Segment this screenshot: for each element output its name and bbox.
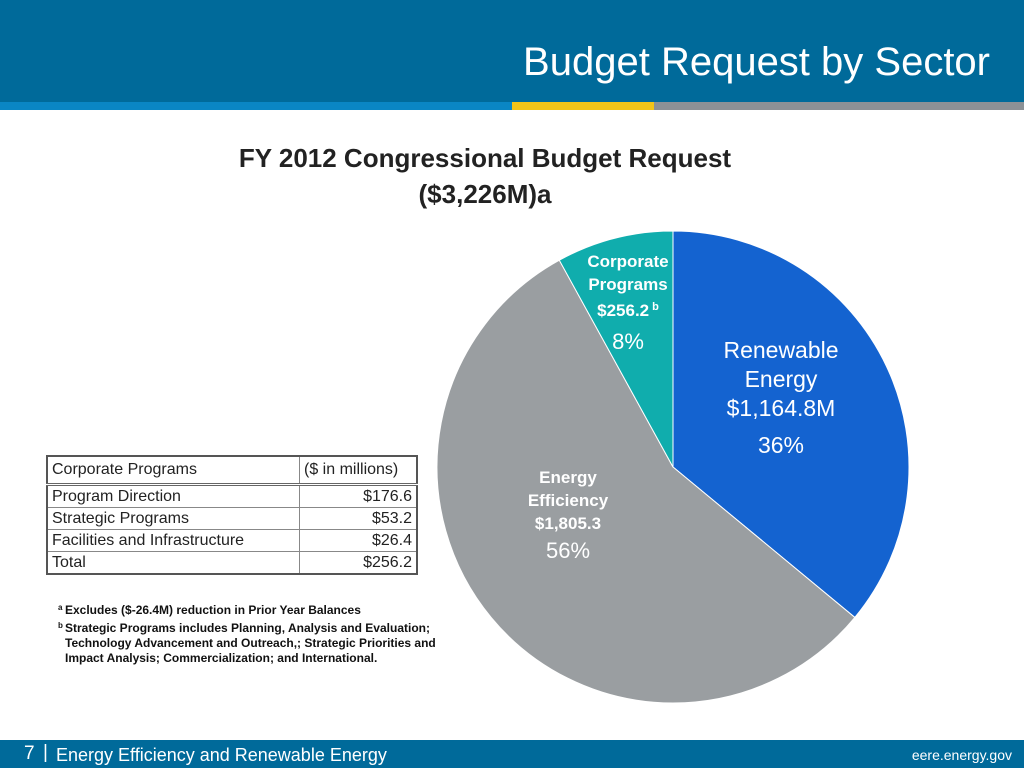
table-cell: Facilities and Infrastructure	[47, 530, 300, 552]
table-cell: $256.2	[300, 552, 418, 575]
slice-percent: 8%	[612, 329, 644, 354]
slice-value: $1,164.8M	[726, 395, 836, 421]
slice-value: $1,805.3	[534, 514, 602, 533]
corporate-programs-table	[46, 455, 418, 575]
table-row	[47, 485, 417, 508]
footer-url: eere.energy.gov	[911, 747, 1012, 763]
chart-subtitle: ($3,226M)a	[418, 179, 552, 209]
table-row	[47, 508, 417, 530]
slice-name-line1: Corporate	[587, 252, 669, 271]
slice-percent: 56%	[545, 538, 591, 563]
footnote-mark: a	[58, 603, 63, 612]
slice-name-line1: Renewable	[723, 337, 839, 363]
footnote-a	[58, 603, 438, 618]
slice-name-line1: Energy	[539, 468, 597, 487]
slice-label-energy-efficiency	[488, 466, 648, 565]
footnote-text: Strategic Programs includes Planning, Analysis and Evaluation; Technology Advancement and Outreach,; Strategic Priorities and Impact Analysis; Commercialization; and International.	[65, 621, 436, 665]
footer-org-name: Energy Efficiency and Renewable Energy	[56, 745, 387, 765]
table-cell: Total	[47, 552, 300, 575]
table-header-cell: Corporate Programs	[47, 456, 300, 485]
table-cell: $176.6	[300, 485, 418, 508]
footnotes	[58, 603, 438, 669]
slice-name-line2: Efficiency	[527, 491, 609, 510]
footnote-b	[58, 621, 438, 666]
slide-title: Budget Request by Sector	[523, 40, 990, 84]
slice-name-line2: Energy	[744, 366, 818, 392]
slice-label-corporate-programs	[570, 250, 686, 356]
table-header-row	[47, 456, 417, 485]
footnote-text: Excludes ($-26.4M) reduction in Prior Year Balances	[65, 603, 361, 617]
table-header-cell: ($ in millions)	[300, 456, 418, 485]
table-cell: $26.4	[300, 530, 418, 552]
table-cell: Program Direction	[47, 485, 300, 508]
footnote-mark: b	[652, 301, 659, 313]
table-cell: Strategic Programs	[47, 508, 300, 530]
slice-percent: 36%	[757, 432, 805, 458]
table-cell: $53.2	[300, 508, 418, 530]
chart-title: FY 2012 Congressional Budget Request	[238, 143, 732, 173]
footer-bar	[0, 740, 1024, 768]
page-number: 7	[24, 743, 35, 764]
slice-name-line2: Programs	[588, 275, 668, 294]
footnote-mark: b	[58, 621, 63, 630]
footer-separator: |	[43, 742, 48, 763]
table-row	[47, 530, 417, 552]
table-total-row	[47, 552, 417, 575]
slice-value: $256.2	[597, 301, 650, 320]
slice-label-renewable-energy	[693, 336, 869, 460]
